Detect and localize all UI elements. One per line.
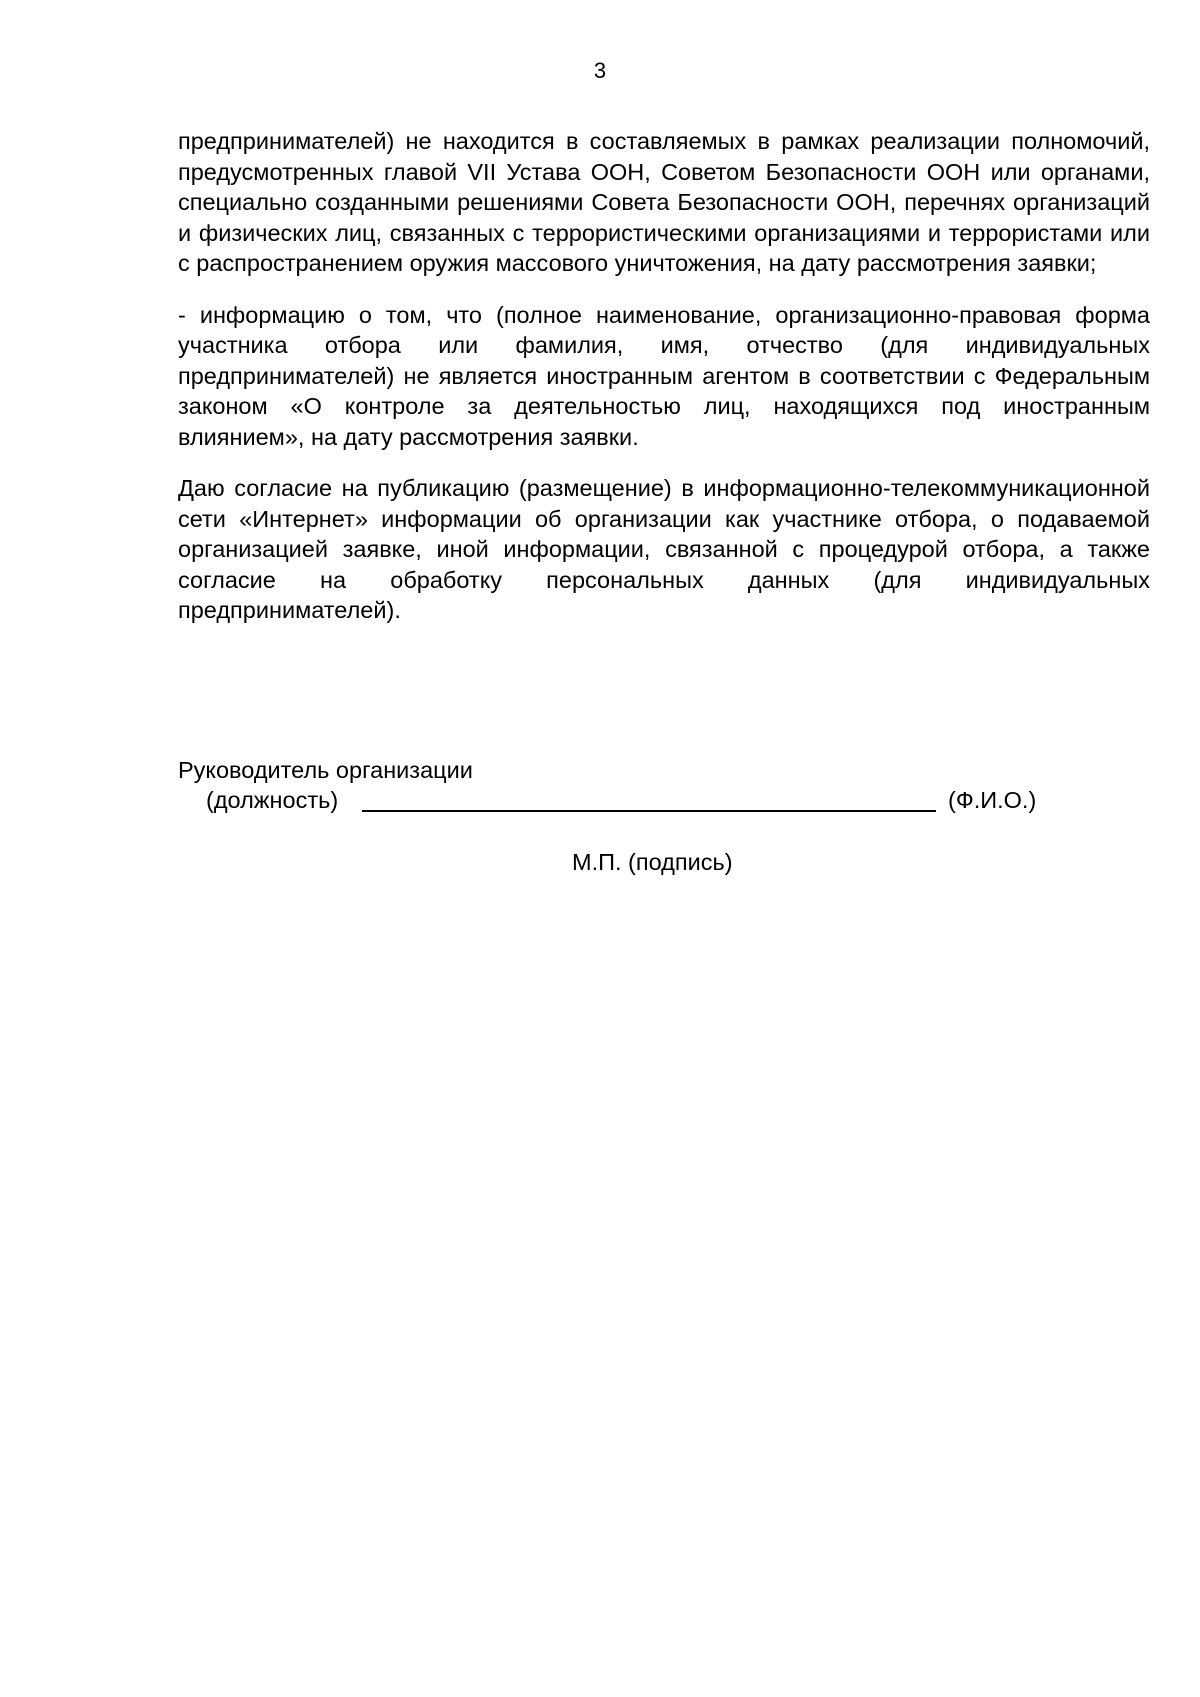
paragraph-sanctions-list: предпринимателей) не находится в составляемых в рамках реализации полномочий, предусмотренных главой VII Устава ООН, Советом Безопасности ООН или органами, специально созданными решениями Совета Безопасности ООН, перечнях организаций и физических лиц, связанных с террористическими организациями и террористами или с распространением оружия массового уничтожения, на дату рассмотрения заявки;	[178, 128, 1150, 276]
signature-row	[178, 785, 1150, 875]
signer-title: Руководитель организации	[178, 757, 473, 783]
signature-line	[362, 810, 936, 812]
paragraph-consent: Даю согласие на публикацию (размещение) в информационно-телекоммуникационной сети «Интернет» информации об организации как участнике отбора, о подаваемой организацией заявке, иной информации, связанной с процедурой отбора, а также согласие на обработку персональных данных (для индивидуальных предпринимателей).	[178, 475, 1150, 623]
signature-block	[178, 755, 1150, 875]
page-number: 3	[593, 58, 607, 83]
signer-name-label: (Ф.И.О.)	[948, 787, 1037, 813]
stamp-signature-label: М.П. (подпись)	[572, 849, 733, 875]
paragraph-foreign-agent: - информацию о том, что (полное наименование, организационно-правовая форма участника отбора или фамилия, имя, отчество (для индивидуальных предпринимателей) не является иностранным агентом в соответствии с Федеральным законом «О контроле за деятельностью лиц, находящихся под иностранным влиянием», на дату рассмотрения заявки.	[178, 301, 1150, 450]
signer-position-label: (должность)	[206, 787, 339, 813]
document-body	[178, 126, 1150, 647]
